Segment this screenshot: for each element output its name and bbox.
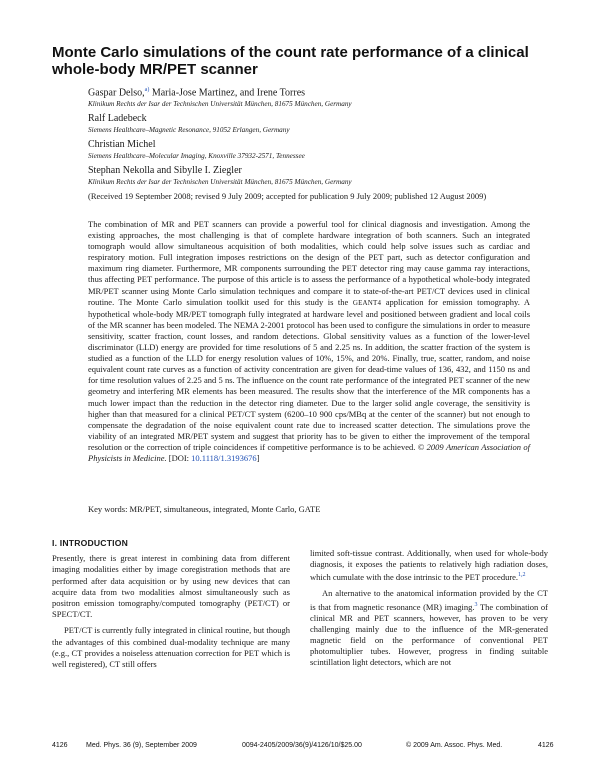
author-affiliation: Klinikum Rechts der Isar der Technischen Universität München, 81675 München, Germany <box>88 100 352 109</box>
author-name: Gaspar Delso, <box>88 87 145 99</box>
paragraph: Presently, there is great interest in combining data from different imaging modalities either by image coregistration methods that are performed after data acquisition or by using new devices that can acquire data from two modalities almost simultaneously such as positron emission tomography/computed tomography (PET/CT) or SPECT/CT. <box>52 553 290 620</box>
footer-page-number-left: 4126 <box>52 742 68 749</box>
section-heading: I. INTRODUCTION <box>52 538 129 548</box>
paragraph-text: The combination of clinical MR and PET scanners, however, has proven to be very challenging mainly due to the influence of the MR-generated magnetic field on the performance of conventional PET photomultiplier tubes. However, progress in finding suitable scintillation light detectors, which are not <box>310 601 548 668</box>
author-block <box>88 113 548 135</box>
author-names: Ralf Ladebeck <box>88 113 147 125</box>
abstract-copyright: © 2009 American Association of Physicists in Medicine. <box>88 441 530 463</box>
author-block <box>88 139 548 161</box>
reference-link[interactable]: 3 <box>474 601 478 608</box>
reference-link[interactable]: 1,2 <box>518 572 526 579</box>
author-block <box>88 84 548 109</box>
author-names: Christian Michel <box>88 139 156 151</box>
author-names <box>88 84 548 99</box>
footer-page-number-right: 4126 <box>538 742 554 749</box>
footer-copyright: © 2009 Am. Assoc. Phys. Med. <box>406 742 503 749</box>
paragraph-text: An alternative to the anatomical information provided by the CT is that from magnetic resonance (MR) imaging. <box>310 588 548 612</box>
paragraph <box>310 548 548 583</box>
author-affiliation: Siemens Healthcare–Magnetic Resonance, 91052 Erlangen, Germany <box>88 126 290 135</box>
paragraph: PET/CT is currently fully integrated in clinical routine, but though the advantages of this combined dual-modality technique are many (e.g., CT provides a noiseless attenuation correction for PET which is well registered), CT still offers <box>52 625 290 670</box>
received-dates: (Received 19 September 2008; revised 9 July 2009; accepted for publication 9 July 2009; published 12 August 2009) <box>88 191 487 201</box>
author-affiliation: Klinikum Rechts der Isar der Technischen Universität München, 81675 München, Germany <box>88 178 352 187</box>
article-title: Monte Carlo simulations of the count rate performance of a clinical whole-body MR/PET scanner <box>52 44 529 78</box>
keywords: Key words: MR/PET, simultaneous, integrated, Monte Carlo, GATE <box>88 504 321 514</box>
paragraph <box>310 588 548 668</box>
doi-link[interactable]: 10.1118/1.3193676 <box>191 452 257 463</box>
author-footnote-link[interactable]: a) <box>144 87 150 93</box>
footer-journal: Med. Phys. 36 (9), September 2009 <box>86 742 197 749</box>
author-name: Maria-Jose Martinez, and Irene Torres <box>149 87 306 99</box>
abstract <box>88 219 530 464</box>
geant4-name: GEANT4 <box>352 298 382 307</box>
column-left <box>52 538 290 670</box>
abstract-text: application for emission tomography. A hypothetical whole-body MR/PET tomograph fully integrated at hardware level and positioned between gradient and local coils of the MR scanner has been modeled. The NEMA 2-2001 protocol has been used to configure the simulations in order to measure sensitivity, scatter fraction, count losses, and random detections. Global sensitivity values as a function of the lower-level discriminator (LLD) energy are provided for time resolutions of 5 and 2.25 ns. In addition, the scatter fraction of the system is studied as a function of the LLD for energy resolution values of 10%, 15%, and 20%. Finally, true, scatter, random, and noise equivalent count rate curves as a function of activity concentration are given for dead-time values of 136, 432, and 1150 ns and for time resolution values of 2.25 and 5 ns. The influence on the count rate performance of the integrated PET scanner of the new geometry and interfering MR elements has been measured. The results show that the interference of the MR components has a much lower impact than the reduction in the detector ring diameter. Due to the larger solid angle coverage, the sensitivity is higher than that measured for a clinical PET/CT system (6200–10 900 cps/MBq at the center of the scanner) but not enough to compensate the degradation of the noise equivalent count rate due to increased scatter detection. The simulations prove the viability of an integrated MR/PET system and suggest that priority has to be given to either the improvement of the temporal resolution or the correction of triple coincidences if competitive performance is to be achieved. <box>88 296 531 452</box>
doi-label: ] <box>256 452 260 463</box>
doi-label: [DOI: <box>168 452 192 463</box>
page-footer <box>52 742 580 754</box>
footer-code: 0094-2405/2009/36(9)/4126/10/$25.00 <box>242 742 362 749</box>
author-block <box>88 165 548 187</box>
author-names: Stephan Nekolla and Sibylle I. Ziegler <box>88 165 242 177</box>
author-list <box>88 84 548 191</box>
column-right <box>310 548 548 669</box>
abstract-text: The combination of MR and PET scanners can provide a powerful tool for clinical diagnosis and investigation. Among the existing approaches, the most challenging is that of complete hardware integration of both scanners. Such an integrated tomograph would allow simultaneous acquisition of both modalities, which could help solve issues such as cardiac and respiratory motion. Full integration imposes restrictions on the design of the PET part, such as detector configuration and maximum ring diameter. Furthermore, MR components surrounding the PET detector ring may cause gamma ray interactions, thus affecting PET performance. The purpose of this article is to assess the performance of a hypothetical whole-body integrated MR/PET scanner using Monte Carlo simulation techniques and compare it to state-of-the-art PET/CT devices used in clinical routine. The Monte Carlo simulation toolkit used for this study is the <box>88 219 530 307</box>
paragraph-text: limited soft-tissue contrast. Additionally, when used for whole-body diagnosis, it exposes the patients to relatively high radiation doses, which cumulate with the dose intrinsic to the PET procedure. <box>310 548 548 583</box>
author-affiliation: Siemens Healthcare–Molecular Imaging, Knoxville 37932-2571, Tennessee <box>88 152 305 161</box>
